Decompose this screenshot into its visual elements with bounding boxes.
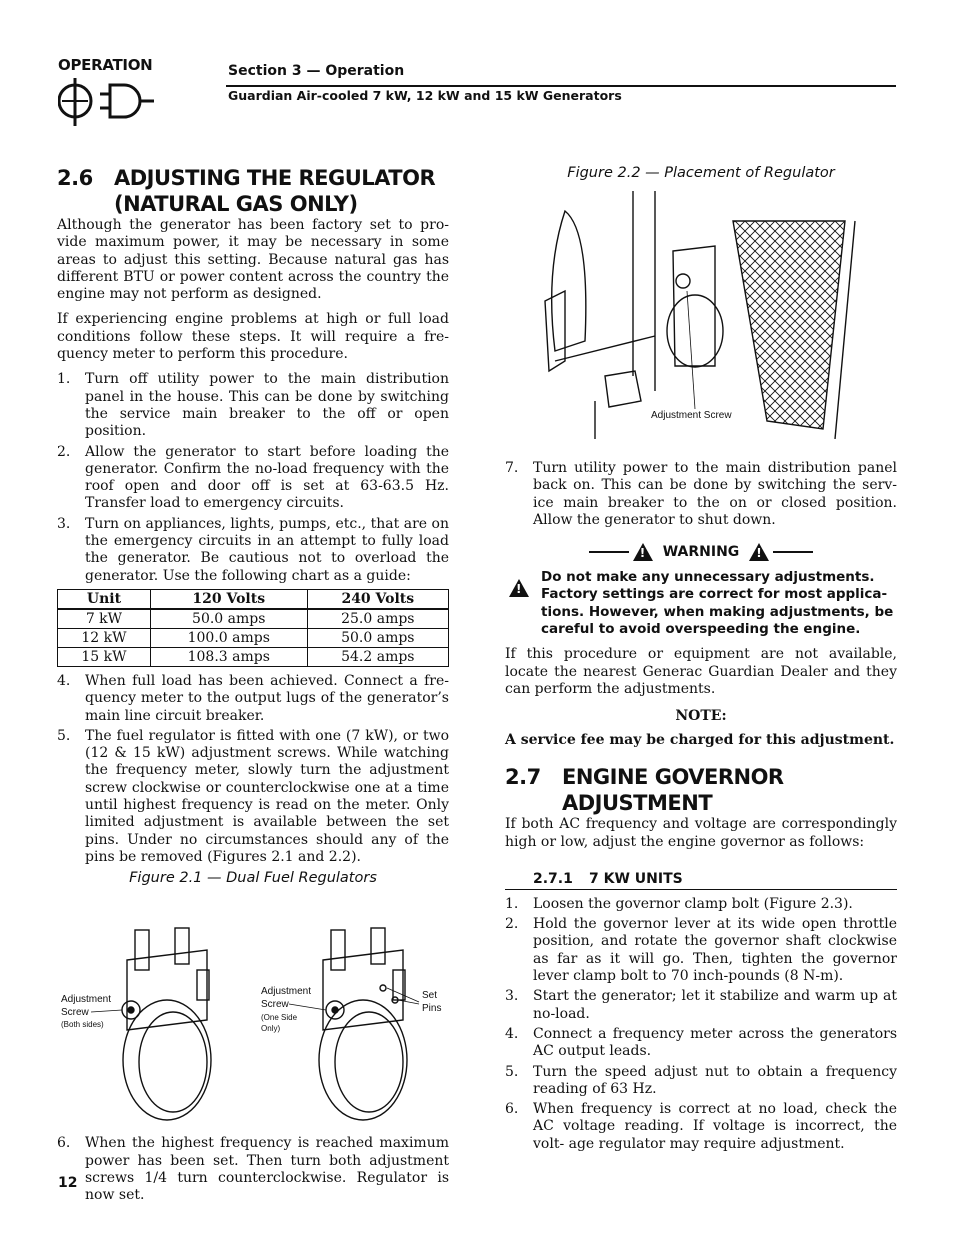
list-item: 5. The fuel regulator is fitted with one (7 kW), or two (12 & 15 kW) adjustment screws. While watching the frequency meter, slowly turn the adjustment screw clockwise or counterclockwise one at a time until highest frequency is read on the meter. Only limited adjustment is available between the set pins. Under no circumstances should any of the pins be removed (Figures 2.1 and 2.2).	[57, 727, 449, 865]
paragraph: Although the generator has been factory set to pro- vide maximum power, it may be necessary in some areas to adjust this setting. Because natural gas has different BTU or power content across the country the engine may not perform as designed.	[57, 217, 449, 303]
list-item: 1. Turn off utility power to the main distribution panel in the house. This can be done by switching the service main breaker to the off or open position.	[57, 371, 449, 440]
table-cell: 50.0 amps	[150, 609, 307, 629]
paragraph: If experiencing engine problems at high or full load conditions follow these steps. It will require a fre- quency meter to perform this procedure.	[57, 311, 449, 363]
list-item: 4. When full load has been achieved. Connect a fre- quency meter to the output lugs of the generator’s main line circuit breaker.	[57, 672, 449, 724]
list-item: 3. Start the generator; let it stabilize and warm up at no-load.	[505, 988, 897, 1022]
right-column	[505, 165, 897, 1156]
warning-heading	[505, 543, 897, 561]
section-number: 2.6	[57, 166, 93, 190]
section-heading: Section 3 — Operation	[228, 63, 405, 79]
table-row	[58, 609, 449, 629]
warning-triangle-icon	[749, 543, 769, 561]
warning-title: WARNING	[662, 544, 740, 561]
left-column	[57, 165, 449, 1207]
table-cell: 12 kW	[58, 628, 151, 647]
table-cell: 7 kW	[58, 609, 151, 629]
steps-list	[505, 460, 897, 529]
label-only: Only)	[261, 1024, 281, 1034]
document-subtitle: Guardian Air-cooled 7 kW, 12 kW and 15 kW Generators	[228, 88, 622, 103]
warning-rule	[589, 551, 629, 553]
section-title: ENGINE GOVERNOR ADJUSTMENT	[562, 765, 784, 816]
dual-fuel-regulators-figure	[57, 890, 449, 1130]
warning-triangle-icon	[509, 579, 529, 597]
table-cell: 100.0 amps	[150, 628, 307, 647]
table-header: 240 Volts	[307, 589, 448, 609]
section-2-7-heading	[505, 764, 897, 816]
steps-list	[57, 673, 449, 866]
list-item: 6. When frequency is correct at no load, check the AC voltage reading. If voltage is incorrect, the volt- age regulator may require adjustment.	[505, 1101, 897, 1152]
list-item: 3. Turn on appliances, lights, pumps, etc., that are on the emergency circuits in an attempt to fully load the generator. Be cautious not to overload the generator. Use the following chart as a guide:	[57, 515, 449, 584]
paragraph: If both AC frequency and voltage are correspondingly high or low, adjust the engine governor as follows:	[505, 816, 897, 850]
subsection-title: 7 KW UNITS	[589, 870, 683, 887]
table-header: Unit	[58, 589, 151, 609]
label-pins: Pins	[422, 1003, 442, 1015]
regulator-illustration-right	[319, 928, 407, 1120]
regulator-illustration-left	[122, 928, 211, 1120]
table-cell: 15 kW	[58, 647, 151, 666]
table-header-row	[58, 589, 449, 609]
table-row	[58, 647, 449, 666]
table-cell: 25.0 amps	[307, 609, 448, 629]
list-item: 7. Turn utility power to the main distribution panel back on. This can be done by switching the serv- ice main breaker to the on or closed position. Allow the generator to shut down.	[505, 460, 897, 528]
label-adjustment: Adjustment	[261, 986, 312, 998]
regulator-placement-figure	[505, 191, 897, 439]
label-both-sides: (Both sides)	[61, 1020, 104, 1030]
operation-logo	[58, 56, 158, 131]
header-rule	[226, 85, 896, 87]
warning-box	[505, 569, 897, 638]
table-cell: 54.2 amps	[307, 647, 448, 666]
page-number: 12	[58, 1175, 78, 1191]
figure-2-2-caption: Figure 2.2 — Placement of Regulator	[567, 165, 835, 181]
table-row	[58, 628, 449, 647]
label-screw: Screw	[61, 1007, 89, 1019]
subsection-number: 2.7.1	[533, 870, 573, 887]
warning-rule	[773, 551, 813, 553]
paragraph: If this procedure or equipment are not available, locate the nearest Generac Guardian Dealer and they can perform the adjustments.	[505, 646, 897, 697]
note-label: NOTE:	[675, 708, 727, 725]
section-title-line1: ADJUSTING THE REGULATOR	[114, 166, 436, 190]
logo-text: OPERATION	[58, 56, 153, 74]
label-one-side: (One Side	[261, 1013, 298, 1023]
label-adjustment: Adjustment	[61, 994, 112, 1006]
warning-triangle-icon	[633, 543, 653, 561]
table-cell: 108.3 amps	[150, 647, 307, 666]
list-item: 6. When the highest frequency is reached maximum power has been set. Then turn both adjustment screws 1/4 turn counterclockwise. Regulator is now set.	[57, 1135, 449, 1204]
list-item: 4. Connect a frequency meter across the generators AC output leads.	[505, 1025, 897, 1060]
warning-text: Do not make any unnecessary adjustments. Factory settings are correct for most applica- tions. However, when making adjustments, be careful to avoid overspeeding the engine.	[541, 569, 894, 638]
steps-list	[57, 371, 449, 585]
label-set: Set	[422, 990, 438, 1002]
subsection-2-7-1-heading	[505, 871, 897, 890]
table-header: 120 Volts	[150, 589, 307, 609]
label-screw: Screw	[261, 999, 289, 1011]
table-cell: 50.0 amps	[307, 628, 448, 647]
list-item: 1. Loosen the governor clamp bolt (Figure 2.3).	[505, 895, 853, 912]
steps-list	[505, 896, 897, 1153]
list-item: 2. Hold the governor lever at its wide open throttle position, and rotate the governor shaft clockwise as far as it will go. Then, tighten the governor lever clamp bolt to 70 inch-pounds (8 N-m).	[505, 916, 897, 985]
section-title-line2: (NATURAL GAS ONLY)	[114, 192, 358, 216]
plug-icon	[58, 76, 158, 132]
list-item: 2. Allow the generator to start before loading the generator. Confirm the no-load frequency with the roof open and door off is set at 63-63.5 Hz. Transfer load to emergency circuits.	[57, 443, 449, 512]
load-chart-table	[57, 589, 449, 667]
steps-list	[57, 1135, 449, 1204]
section-number: 2.7	[505, 765, 541, 790]
label-adjustment-screw: Adjustment Screw	[651, 410, 732, 421]
section-2-6-heading	[57, 165, 449, 217]
note-text: A service fee may be charged for this adjustment.	[505, 732, 895, 749]
regulator-placement-illustration	[545, 191, 855, 439]
figure-2-1-caption: Figure 2.1 — Dual Fuel Regulators	[129, 870, 377, 887]
list-item: 5. Turn the speed adjust nut to obtain a frequency reading of 63 Hz.	[505, 1063, 897, 1097]
